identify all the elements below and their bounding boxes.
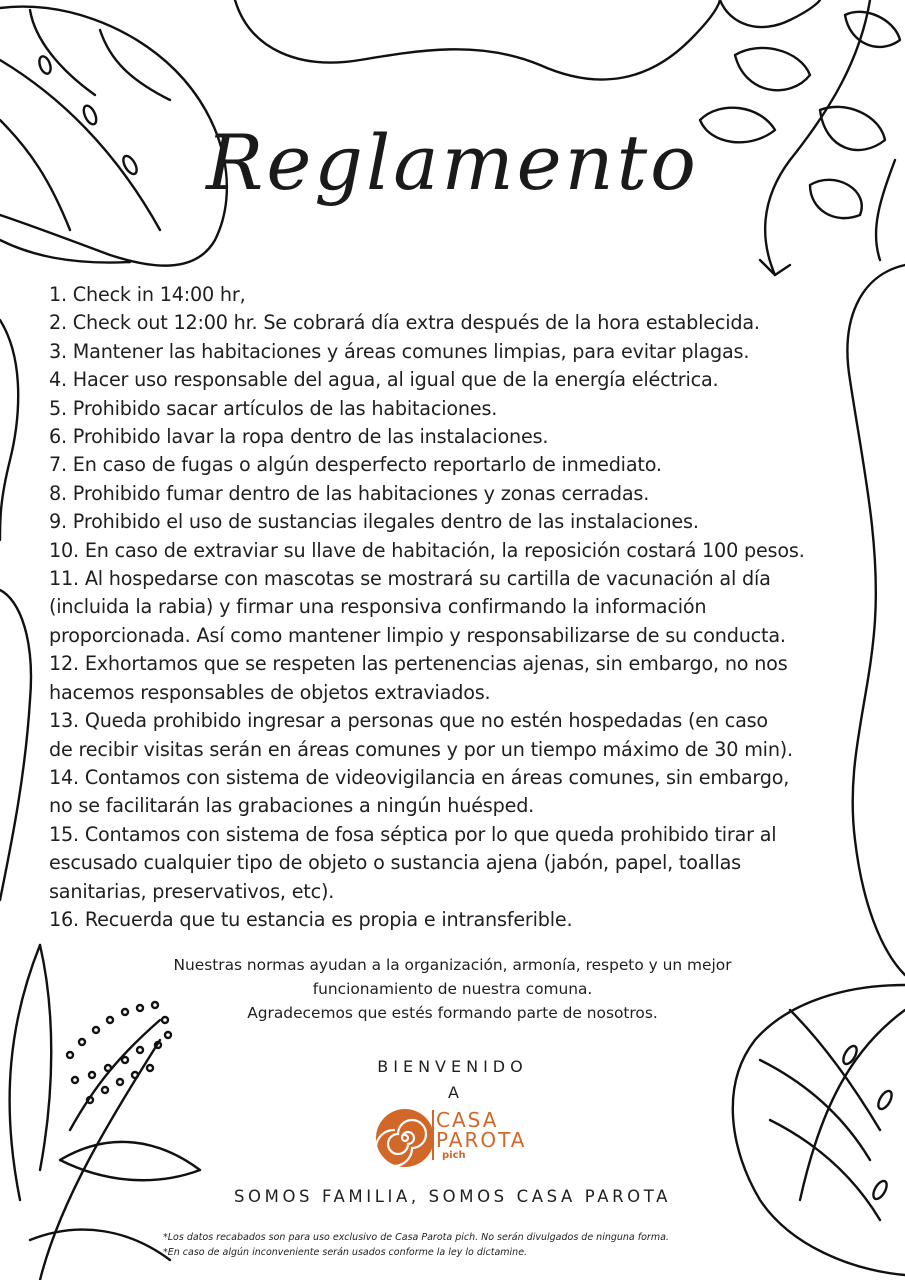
brand-logo-text <box>436 1110 526 1162</box>
top-wave-line <box>235 0 720 80</box>
welcome-heading: BIENVENIDO <box>377 1057 528 1076</box>
rule-line: 3. Mantener las habitaciones y áreas comunes limpias, para evitar plagas. <box>49 339 750 363</box>
rule-line: 14. Contamos con sistema de videovigilancia en áreas comunes, sin embargo, <box>49 765 790 789</box>
rule-line: proporcionada. Así como mantener limpio y responsabilizarse de su conducta. <box>49 623 786 647</box>
page-title: Reglamento <box>206 118 699 207</box>
rule-line: 13. Queda prohibido ingresar a personas que no estén hospedadas (en caso <box>49 709 768 733</box>
footnote-line: *Los datos recabados son para uso exclusivo de Casa Parota pich. No serán divulgados de ninguna forma. <box>163 1232 669 1243</box>
rule-line: 16. Recuerda que tu estancia es propia e intransferible. <box>49 907 573 931</box>
slogan: SOMOS FAMILIA, SOMOS CASA PAROTA <box>233 1187 672 1206</box>
rule-line: 9. Prohibido el uso de sustancias ilegales dentro de las instalaciones. <box>49 510 699 534</box>
rule-line: 8. Prohibido fumar dentro de las habitaciones y zonas cerradas. <box>49 481 650 505</box>
rules-list <box>49 281 889 934</box>
rule-line: 12. Exhortamos que se respeten las pertenencias ajenas, sin embargo, no nos <box>49 652 788 676</box>
logo-casa: CASA <box>436 1108 499 1132</box>
rule-line: hacemos responsables de objetos extraviados. <box>49 680 491 704</box>
left-border-curve <box>0 320 18 540</box>
rule-line: 7. En caso de fugas o algún desperfecto reportarlo de inmediato. <box>49 453 662 477</box>
logo-pich: pich <box>442 1150 466 1161</box>
rule-line: 10. En caso de extraviar su llave de habitación, la reposición costará 100 pesos. <box>49 538 805 562</box>
rule-line: no se facilitarán las grabaciones a ningún huésped. <box>49 794 535 818</box>
rule-line: 6. Prohibido lavar la ropa dentro de las instalaciones. <box>49 425 549 449</box>
left-border-curve-2 <box>0 590 31 900</box>
rule-line: 2. Check out 12:00 hr. Se cobrará día extra después de la hora establecida. <box>49 311 760 335</box>
logo-divider <box>432 1110 434 1160</box>
rule-line: 15. Contamos con sistema de fosa séptica por lo que queda prohibido tirar al <box>49 822 777 846</box>
footnote-line: *En caso de algún inconveniente serán usados conforme la ley lo dictamine. <box>163 1247 528 1258</box>
monstera-leaf-bottom-right-icon <box>733 985 905 1275</box>
rule-line: de recibir visitas serán en áreas comunes y por un tiempo máximo de 30 min). <box>49 737 793 761</box>
closing-note <box>60 953 845 1025</box>
welcome-a: A <box>448 1083 459 1102</box>
rule-line: 5. Prohibido sacar artículos de las habitaciones. <box>49 396 498 420</box>
closing-note-line: Nuestras normas ayudan a la organización, armonía, respeto y un mejor <box>173 956 732 974</box>
rule-line: 4. Hacer uso responsable del agua, al igual que de la energía eléctrica. <box>49 368 719 392</box>
closing-note-line: Agradecemos que estés formando parte de nosotros. <box>247 1004 658 1022</box>
logo-parota: PAROTA <box>436 1128 527 1152</box>
rule-line: 1. Check in 14:00 hr, <box>49 283 246 306</box>
rule-line: escusado cualquier tipo de objeto o sustancia ajena (jabón, papel, toallas <box>49 851 741 875</box>
closing-note-line: funcionamiento de nuestra comuna. <box>312 980 593 998</box>
rule-line: (incluida la rabia) y firmar una responsiva confirmando la información <box>49 595 707 619</box>
rule-line: 11. Al hospedarse con mascotas se mostrará su cartilla de vacunación al día <box>49 567 771 591</box>
footnotes <box>163 1230 669 1260</box>
rule-line: sanitarias, preservativos, etc). <box>49 879 335 903</box>
